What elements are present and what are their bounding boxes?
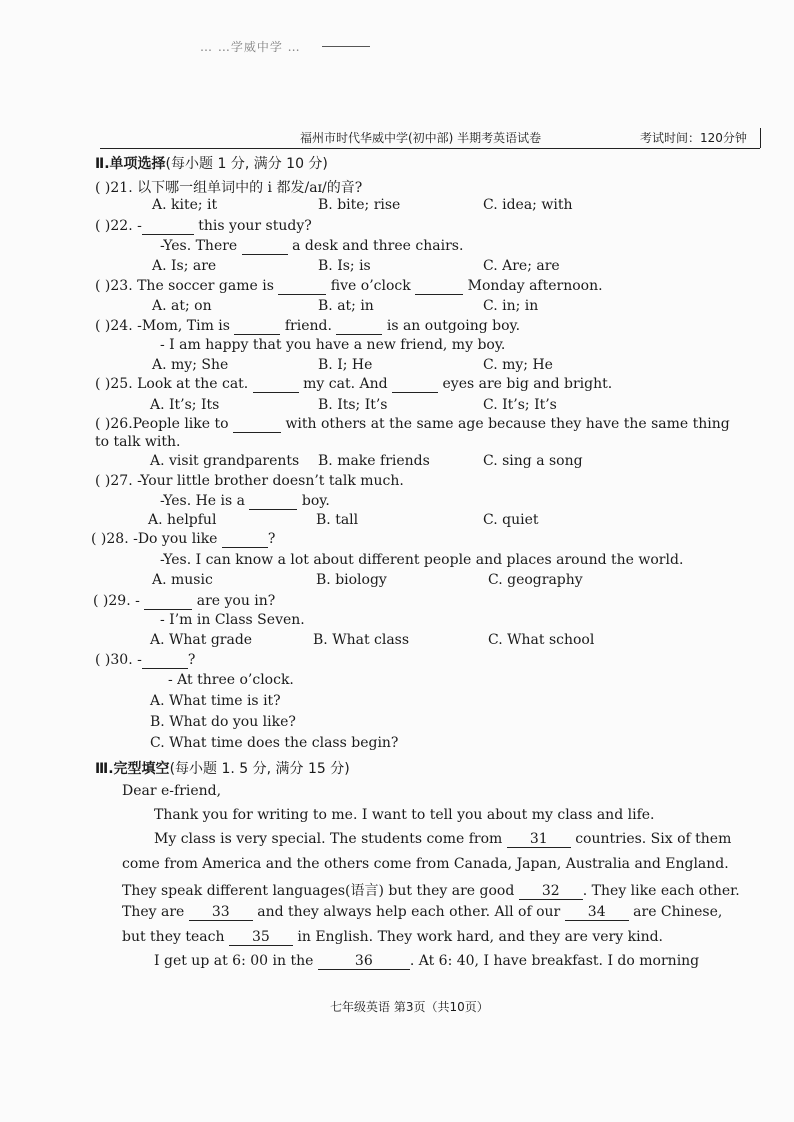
blank-31: 31 <box>507 831 571 848</box>
question-number: ( )26. <box>95 416 133 432</box>
answer-blank <box>142 218 194 235</box>
question-stem: -Your little brother doesn’t talk much. <box>137 473 404 489</box>
question-21 <box>95 177 362 197</box>
question-24 <box>95 318 520 335</box>
scan-line <box>322 46 370 47</box>
stem-text: my cat. And <box>298 376 393 392</box>
stem-text: - <box>137 218 142 234</box>
option-b: B. at; in <box>318 298 374 314</box>
blank-34: 34 <box>565 904 629 921</box>
question-number: ( )21. <box>95 180 133 196</box>
question-24-line2: - I am happy that you have a new friend, my boy. <box>160 337 506 353</box>
option-c: C. sing a song <box>483 453 583 469</box>
option-a: A. music <box>152 572 213 588</box>
section-2-heading <box>95 153 328 173</box>
question-number: ( )25. <box>95 376 133 392</box>
passage-text: . They like each other. <box>582 883 740 899</box>
answer-blank <box>392 376 438 393</box>
question-23 <box>95 278 603 295</box>
stem-text: is an outgoing boy. <box>382 318 521 334</box>
answer-blank <box>234 318 280 335</box>
passage-line-7 <box>154 953 699 970</box>
option-c: C. It’s; It’s <box>483 397 557 413</box>
option-c: C. What school <box>488 632 595 648</box>
stem-text: a desk and three chairs. <box>287 238 464 254</box>
answer-blank <box>233 416 281 433</box>
exam-time: 考试时间：120分钟 <box>640 131 747 145</box>
option-c: C. What time does the class begin? <box>150 735 399 751</box>
question-25 <box>95 376 612 393</box>
option-a: A. It’s; Its <box>150 397 220 413</box>
question-number: ( )27. <box>95 473 133 489</box>
question-28-line2: -Yes. I can know a lot about different people and places around the world. <box>160 552 684 568</box>
stem-text: ? <box>267 531 276 547</box>
passage-text: My class is very special. The students come from <box>154 831 507 847</box>
question-28 <box>91 531 275 548</box>
passage-text: but they teach <box>122 929 229 945</box>
passage-text: I get up at 6: 00 in the <box>154 953 318 969</box>
question-stem: 以下哪一组单词中的 i 都发/aɪ/的音? <box>137 180 363 196</box>
option-a: A. at; on <box>152 298 212 314</box>
question-29-line2: - I’m in Class Seven. <box>160 612 305 628</box>
question-30-line2: - At three o’clock. <box>168 672 294 688</box>
stem-text: this your study? <box>193 218 312 234</box>
option-a: A. helpful <box>148 512 217 528</box>
option-a: A. kite; it <box>152 197 218 213</box>
question-number: ( )24. <box>95 318 133 334</box>
question-22 <box>95 218 312 235</box>
option-a: A. What time is it? <box>150 693 281 709</box>
passage-text: are Chinese, <box>628 904 723 920</box>
option-c: C. my; He <box>483 357 553 373</box>
stem-text: - <box>137 652 142 668</box>
option-b: B. biology <box>316 572 387 588</box>
question-22-line2 <box>160 238 463 255</box>
blank-33: 33 <box>189 904 253 921</box>
scan-header-text: … …学威中学 … <box>200 40 301 54</box>
blank-35: 35 <box>229 929 293 946</box>
section-3-title: Ⅲ.完型填空 <box>95 761 170 777</box>
question-number: ( )22. <box>95 218 133 234</box>
question-29 <box>93 593 275 610</box>
section-2-points: (每小题 1 分, 满分 10 分) <box>165 156 328 172</box>
passage-line-3: come from America and the others come from Canada, Japan, Australia and England. <box>122 856 729 872</box>
page-footer: 七年级英语 第3页（共10页） <box>330 1000 489 1014</box>
stem-text: ? <box>187 652 196 668</box>
answer-blank <box>415 278 463 295</box>
option-b: B. tall <box>316 512 359 528</box>
stem-text: five o’clock <box>326 278 416 294</box>
passage-text: and they always help each other. All of our <box>252 904 565 920</box>
option-b: B. Its; It’s <box>318 397 388 413</box>
passage-line-1: Thank you for writing to me. I want to tell you about my class and life. <box>154 807 655 823</box>
passage-text: in English. They work hard, and they are very kind. <box>292 929 663 945</box>
stem-text: friend. <box>280 318 337 334</box>
blank-36: 36 <box>318 953 410 970</box>
section-3-heading <box>95 758 350 778</box>
option-c: C. quiet <box>483 512 539 528</box>
passage-text: They are <box>122 904 189 920</box>
passage-text: They speak different languages(语言) but they are good <box>122 883 519 899</box>
passage-line-2 <box>154 831 731 848</box>
answer-blank <box>142 652 188 669</box>
section-2-title: Ⅱ.单项选择 <box>95 156 166 172</box>
answer-blank <box>253 376 299 393</box>
letter-greeting: Dear e-friend, <box>122 783 222 799</box>
question-27 <box>95 473 404 489</box>
passage-line-6 <box>122 929 663 946</box>
option-a: A. visit grandparents <box>150 453 300 469</box>
header-rule <box>100 148 760 149</box>
question-number: ( )29. <box>93 593 131 609</box>
stem-text: with others at the same age because they have the same thing <box>281 416 730 432</box>
passage-text: countries. Six of them <box>570 831 732 847</box>
option-b: B. What class <box>313 632 410 648</box>
answer-blank <box>144 593 192 610</box>
stem-text: -Mom, Tim is <box>137 318 235 334</box>
option-c: C. idea; with <box>483 197 573 213</box>
option-c: C. Are; are <box>483 258 560 274</box>
stem-text: -Yes. There <box>160 238 242 254</box>
passage-line-5 <box>122 904 722 921</box>
option-b: B. I; He <box>318 357 373 373</box>
question-30 <box>95 652 195 669</box>
exam-title: 福州市时代华威中学(初中部) 半期考英语试卷 <box>300 131 542 145</box>
option-b: B. What do you like? <box>150 714 296 730</box>
question-number: ( )23. <box>95 278 133 294</box>
blank-32: 32 <box>519 883 583 900</box>
option-b: B. bite; rise <box>318 197 401 213</box>
option-a: A. Is; are <box>152 258 217 274</box>
stem-text: eyes are big and bright. <box>438 376 613 392</box>
answer-blank <box>222 531 268 548</box>
question-26-line2: to talk with. <box>95 434 181 450</box>
option-b: B. make friends <box>318 453 430 469</box>
stem-text: are you in? <box>192 593 276 609</box>
stem-text: -Do you like <box>133 531 222 547</box>
answer-blank <box>336 318 382 335</box>
passage-text: . At 6: 40, I have breakfast. I do morning <box>409 953 700 969</box>
question-number: ( )28. <box>91 531 129 547</box>
question-26 <box>95 416 730 433</box>
stem-text: People like to <box>132 416 233 432</box>
stem-text: Monday afternoon. <box>463 278 603 294</box>
question-27-line2 <box>160 493 330 510</box>
header-bar <box>760 128 761 148</box>
option-c: C. in; in <box>483 298 539 314</box>
stem-text: - <box>135 593 145 609</box>
stem-text: The soccer game is <box>137 278 279 294</box>
section-3-points: (每小题 1. 5 分, 满分 15 分) <box>169 761 350 777</box>
question-number: ( )30. <box>95 652 133 668</box>
stem-text: Look at the cat. <box>137 376 253 392</box>
option-b: B. Is; is <box>318 258 371 274</box>
answer-blank <box>249 493 297 510</box>
option-a: A. my; She <box>152 357 229 373</box>
answer-blank <box>242 238 288 255</box>
answer-blank <box>278 278 326 295</box>
stem-text: -Yes. He is a <box>160 493 250 509</box>
stem-text: boy. <box>297 493 330 509</box>
option-a: A. What grade <box>150 632 253 648</box>
option-c: C. geography <box>488 572 583 588</box>
passage-line-4 <box>122 880 740 900</box>
